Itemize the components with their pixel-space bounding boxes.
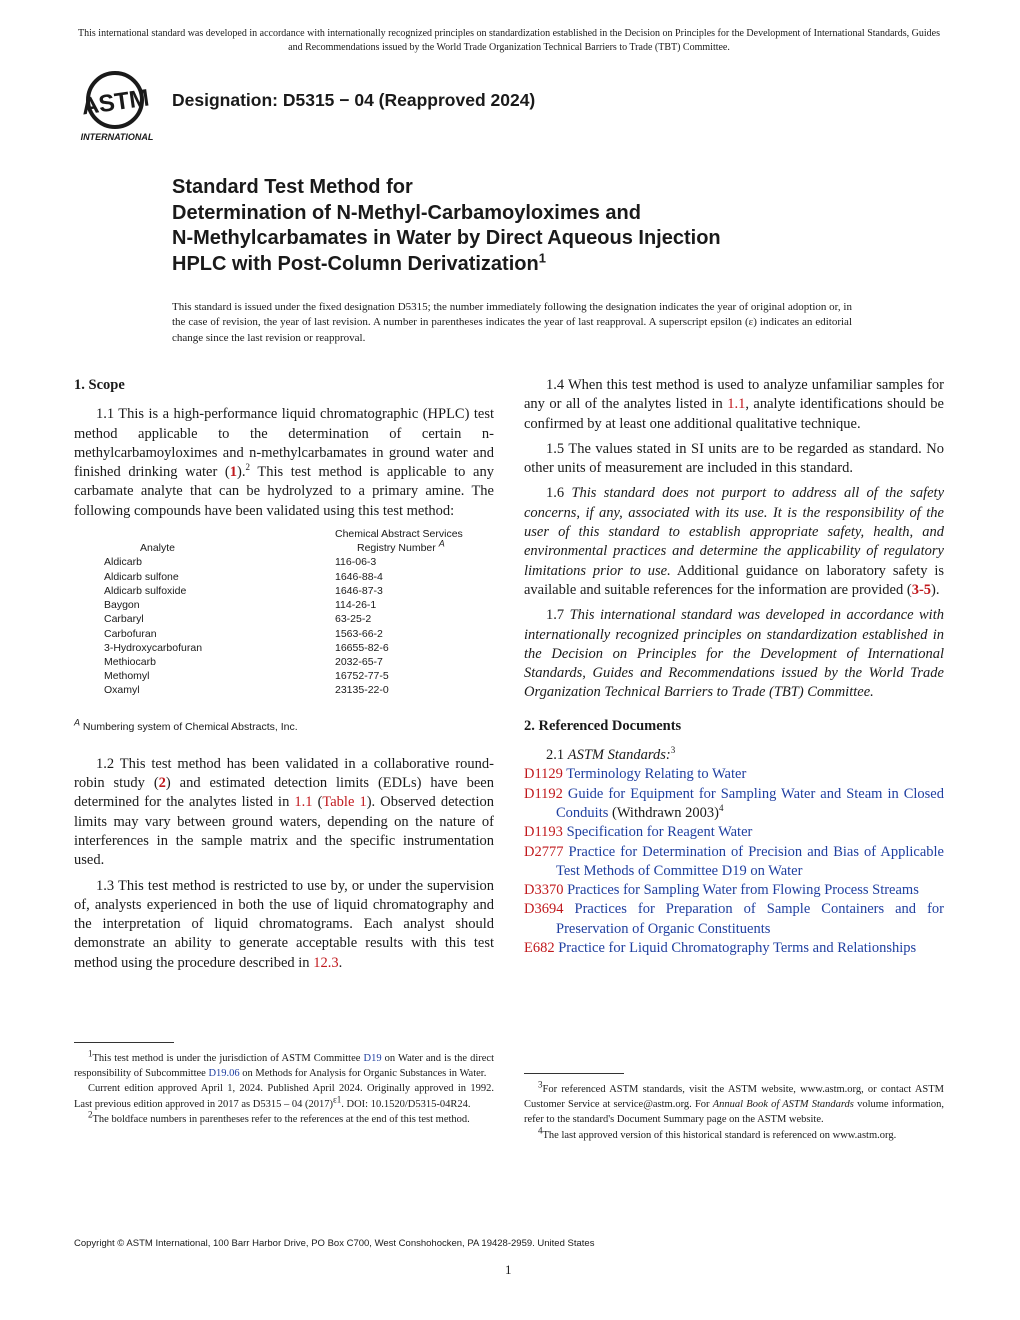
footnote-1-edition: Current edition approved April 1, 2024. Published April 2024. Originally approved in 1992. Last previous edition approved in 2017 as D5315 – 04 $(2017)^{\varepsilon 1}$. DOI: 10.1520/D5315-04R24. <box>74 1083 494 1110</box>
table-footnote: $^A$ Numbering system of Chemical Abstracts, Inc. <box>74 717 298 733</box>
table-link[interactable]: Table 1 <box>322 794 367 811</box>
right-column <box>524 376 944 958</box>
table-row: Carbaryl 63-25-2 <box>104 613 372 626</box>
paragraph-2-1: 2.1 ASTM Standards:$^3$ <box>546 745 676 764</box>
reference-title: Guide for Equipment for Sampling Water and Steam in Closed Conduits <box>556 785 944 821</box>
reference-code: D1193 <box>524 824 563 841</box>
reference-title: Practices for Sampling Water from Flowing Process Streams <box>563 882 919 899</box>
reference-link[interactable]: 3-5 <box>911 581 932 598</box>
title-footnote-mark: 1 <box>538 249 546 265</box>
analyte-table <box>104 527 463 697</box>
section-1-heading: 1. Scope <box>74 377 125 393</box>
table-row: Methomyl 16752-77-5 <box>104 670 389 683</box>
title-line-2: Determination of N-Methyl-Carbamoyloximes and <box>172 201 641 224</box>
reference-title: Specification for Reagent Water <box>562 824 753 841</box>
table-row: Aldicarb sulfone 1646-88-4 <box>104 570 383 583</box>
section-2-heading: 2. Referenced Documents <box>524 717 682 734</box>
reference-item[interactable] <box>524 765 944 784</box>
section-link[interactable]: 12.3 <box>313 954 339 971</box>
footnote-divider <box>74 1042 174 1043</box>
paragraph-1-5: 1.5 The values stated in SI units are to be regarded as standard. No other units of measurement are included in this standard. <box>524 440 944 477</box>
reference-code: D1129 <box>524 766 563 783</box>
title-line-1: Standard Test Method for <box>172 176 413 198</box>
committee-link[interactable]: D19 <box>363 1053 382 1064</box>
table-row: Carbofuran 1563-66-2 <box>104 627 383 640</box>
table-row: 3-Hydroxycarbofuran 16655-82-6 <box>104 641 389 654</box>
reference-link[interactable]: 1 <box>229 464 238 481</box>
table-header-analyte: Analyte <box>140 542 176 555</box>
reference-item[interactable] <box>524 939 944 958</box>
page-number: 1 <box>505 1262 512 1277</box>
reference-title: Practices for Preparation of Sample Containers and for Preservation of Organic Constituents <box>556 901 944 937</box>
reference-link[interactable]: 2 <box>158 775 166 792</box>
table-row: Methiocarb 2032-65-7 <box>104 655 383 668</box>
astm-logo <box>74 70 160 144</box>
issue-note: This standard is issued under the fixed designation D5315; the number immediately following the designation indicates the year of original adoption or, in the case of revision, the year of last revision. A number in parentheses indicates the year of last reapproval. A superscript epsilon (ε) indicates an editorial change since the last revision or reapproval. <box>172 301 852 344</box>
reference-code: E682 <box>524 940 555 957</box>
section-link[interactable]: 1.1 <box>294 794 313 811</box>
reference-item[interactable] <box>524 881 944 900</box>
footnote-3: $^3$For referenced ASTM standards, visit the ASTM website, www.astm.org, or contact ASTM Customer Service at service@astm.org. For Annual Book of ASTM Standards volume information, refer to the standard's Document Summary page on the ASTM website. <box>524 1079 944 1126</box>
title-line-4: HPLC with Post-Column Derivatization$^1$ <box>172 249 546 275</box>
subcommittee-link[interactable]: D19.06 <box>208 1068 240 1080</box>
footnote-1: $^1$This test method is under the jurisdiction of ASTM Committee D19 on Water and is the direct responsibility of Subcommittee D19.06 on Methods for Analysis for Organic Substances in Water. <box>74 1048 494 1080</box>
reference-item[interactable] <box>524 843 944 882</box>
left-column <box>74 376 494 979</box>
table-header-registry-2: Registry Number $^A$ <box>357 538 445 555</box>
reference-title: Practice for Determination of Precision and Bias of Applicable Test Methods of Committee D19 on Water <box>556 843 944 879</box>
footnote-2: $^2$The boldface numbers in parentheses refer to the references at the end of this test method. <box>88 1109 470 1125</box>
astm-logo-icon <box>74 70 160 144</box>
paragraph-1-6: 1.6 This standard does not purport to address all of the safety concerns, if any, associated with its use. It is the responsibility of the user of this standard to establish appropriate safety, health, and environmental practices and determine the applicability of regulatory limitations prior to use. Additional guidance on laboratory safety is available and suitable references for the information are provided (3-5). <box>524 485 945 598</box>
paragraph-1-1: 1.1 This is a high-performance liquid chromatographic (HPLC) test method applicable to the determination of certain n-methylcarbamoyloximes and n-methylcarbamates in ground water and finished drinking water (1).$^2$ This test method is applicable to any carbamate analyte that can be hydrolyzed to a primary amine. The following compounds have been validated using this test method: <box>74 406 494 519</box>
reference-code: D2777 <box>524 843 564 860</box>
reference-title: Terminology Relating to Water <box>562 766 747 783</box>
reference-item[interactable]: D1192 Guide for Equipment for Sampling Water and Steam in Closed Conduits (Withdrawn 2003)$^4$ <box>524 785 944 821</box>
paragraph-1-3: 1.3 This test method is restricted to use by, or under the supervision of, analysts experienced in both the use of liquid chromatography and the interpretation of liquid chromatograms. Each analyst should demonstrate an ability to generate acceptable results with this test method using the procedure described in 12.3. <box>74 877 494 971</box>
paragraph-1-2: 1.2 This test method has been validated in a collaborative round-robin study (2) and estimated detection limits (EDLs) have been determined for the analytes listed in 1.1 (Table 1). Observed detection limits may vary between ground waters, depending on the nature of interferences in the sample matrix and the specific instrumentation used. <box>74 755 494 869</box>
logo-subtitle: INTERNATIONAL <box>80 132 154 142</box>
table-row: Baygon 114-26-1 <box>104 599 377 612</box>
table-row: Aldicarb sulfoxide 1646-87-3 <box>104 584 383 597</box>
copyright: Copyright © ASTM International, 100 Barr Harbor Drive, PO Box C700, West Conshohocken, PA 19428-2959. United States <box>74 1238 595 1249</box>
logo-letters: ASTM <box>79 84 151 121</box>
footnotes-right <box>524 1079 944 1143</box>
table-row: Oxamyl 23135-22-0 <box>104 684 389 697</box>
paragraph-1-7: 1.7 This international standard was developed in accordance with internationally recognized principles on standardization established in the Decision on Principles for the Development of International Standards, Guides and Recommendations issued by the World Trade Organization Technical Barriers to Trade (TBT) Committee. <box>524 607 944 701</box>
document-title <box>172 175 892 277</box>
reference-code: D3370 <box>524 882 564 899</box>
reference-item[interactable] <box>524 900 944 939</box>
top-notice: This international standard was developed in accordance with internationally recognized principles on standardization established in the Decision on Principles for the Development of International Standards, Guides and Recommendations issued by the World Trade Organization Technical Barriers to Trade (TBT) Committee. <box>78 28 940 53</box>
designation: Designation: D5315 − 04 (Reapproved 2024) <box>172 90 536 110</box>
reference-item[interactable] <box>524 823 944 842</box>
reference-code: D3694 <box>524 901 564 918</box>
section-link[interactable]: 1.1 <box>727 396 746 413</box>
footnote-divider <box>524 1073 624 1074</box>
title-line-3: N-Methylcarbamates in Water by Direct Aqueous Injection <box>172 227 721 249</box>
paragraph-1-4: 1.4 When this test method is used to analyze unfamiliar samples for any or all of the analytes listed in 1.1, analyte identifications should be confirmed by at least one additional qualitative technique. <box>524 377 944 432</box>
footnotes-left <box>74 1048 494 1127</box>
reference-title: Practice for Liquid Chromatography Terms and Relationships <box>554 940 917 957</box>
footnote-4: $^4$The last approved version of this historical standard is referenced on www.astm.org. <box>538 1125 897 1141</box>
reference-code: D1192 <box>524 785 563 802</box>
table-row: Aldicarb 116-06-3 <box>104 556 377 569</box>
table-header-registry-1: Chemical Abstract Services <box>335 528 463 541</box>
